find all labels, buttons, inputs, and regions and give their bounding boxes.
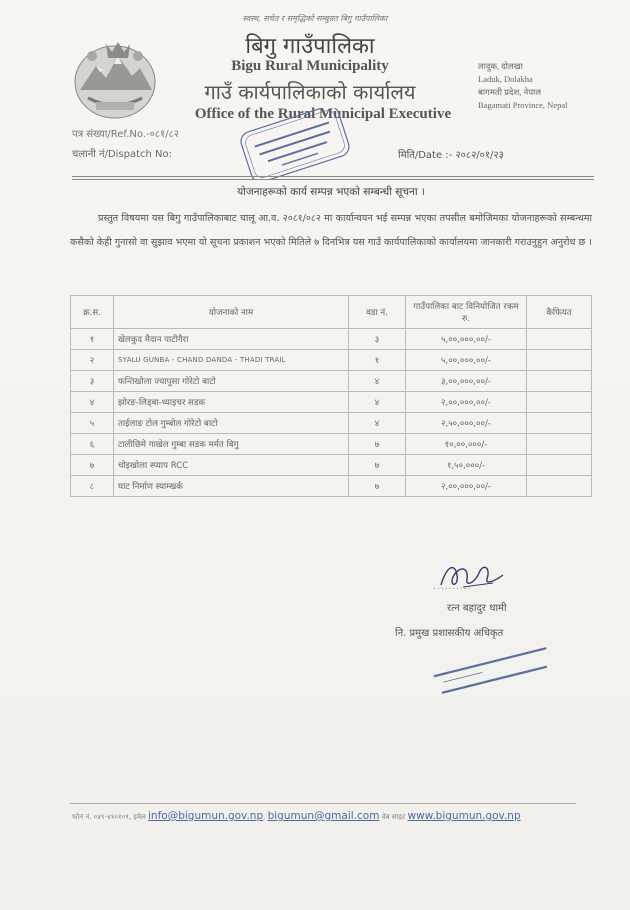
table-row <box>71 455 592 476</box>
letter-subject: योजनाहरूको कार्य सम्पन्न भएको सम्बन्धी सूचना । <box>237 186 425 198</box>
cell-project-name: ताईलाङ टोल गुम्बोल गोरेटो बाटो <box>114 413 349 434</box>
signature-line: .......... <box>433 582 472 592</box>
office-name-np: गाउँ कार्यपालिकाको कार्यालय <box>204 80 416 104</box>
footer-contact: फोन नं. ०४९-४१०१०९, इमेल info@bigumun.gov.np, bigumun@gmail.com वेब साइट www.bigumun.gov.np <box>72 810 521 822</box>
cell-ward: १ <box>349 350 406 371</box>
cell-sn: ३ <box>71 371 114 392</box>
cell-sn: ७ <box>71 455 114 476</box>
cell-amount: १०,००,०००/- <box>406 434 527 455</box>
cell-remarks <box>527 413 592 434</box>
cell-project-name: चोइखोला स्प्याप RCC <box>114 455 349 476</box>
cell-amount: २,५०,०००,००/- <box>406 413 527 434</box>
header-ward: वडा नं. <box>349 296 406 329</box>
table-header-row <box>71 296 592 329</box>
cell-amount: ५,००,०००,००/- <box>406 329 527 350</box>
name-seal-stamp <box>422 640 562 700</box>
cell-ward: ४ <box>349 371 406 392</box>
office-address <box>478 60 567 112</box>
cell-project-name: SYALU GUNBA - CHAND DANDA - THADI TRAIL <box>114 350 349 371</box>
header-sn: क्र.स. <box>71 296 114 329</box>
address-line: बागमती प्रदेश, नेपाल <box>478 87 541 97</box>
cell-project-name: घाट निर्माण स्याम्खर्क <box>114 476 349 497</box>
cell-project-name: खेलकुद मैदान पाटीगैरा <box>114 329 349 350</box>
date-value: २०८२/०१/२३ <box>455 150 504 161</box>
ref-label: पत्र संख्या/Ref.No.- <box>72 129 150 140</box>
cell-ward: ४ <box>349 413 406 434</box>
cell-remarks <box>527 350 592 371</box>
table-row <box>71 329 592 350</box>
cell-remarks <box>527 329 592 350</box>
cell-project-name: झोरङ-लिड्बा-ध्याइचर सडक <box>114 392 349 413</box>
cell-amount: २,००,०००,००/- <box>406 476 527 497</box>
cell-amount: ५,००,०००,००/- <box>406 350 527 371</box>
header-remarks: कैफियत <box>527 296 592 329</box>
nepal-emblem-logo <box>66 32 164 124</box>
letter-date <box>398 147 504 161</box>
office-name-en: Office of the Rural Municipal Executive <box>194 106 452 122</box>
cell-remarks <box>527 476 592 497</box>
table-row <box>71 392 592 413</box>
table-row <box>71 350 592 371</box>
cell-amount: ३,००,०००,००/- <box>406 371 527 392</box>
cell-amount: १,५०,०००/- <box>406 455 527 476</box>
dispatch-number: चलानी नं/Dispatch No: <box>72 149 173 160</box>
cell-sn: ८ <box>71 476 114 497</box>
table-row <box>71 476 592 497</box>
cell-sn: १ <box>71 329 114 350</box>
cell-sn: ४ <box>71 392 114 413</box>
cell-ward: ७ <box>349 455 406 476</box>
motto: स्वस्थ, सचेत र समृद्धिको सम्बुन्नत बिगु गाउँपालिका <box>242 14 388 23</box>
cell-remarks <box>527 371 592 392</box>
footer-website[interactable]: www.bigumun.gov.np <box>407 810 521 822</box>
cell-remarks <box>527 455 592 476</box>
footer-web-label: वेब साइट <box>381 813 406 821</box>
footer-email-info[interactable]: info@bigumun.gov.np <box>148 810 264 822</box>
reference-number <box>72 126 179 140</box>
table-row <box>71 434 592 455</box>
letter-body: प्रस्तुत विषयमा यस बिगु गाउँपालिकाबाट चालू आ.व. २०८१/०८२ मा कार्यान्वयन भई सम्पन्न भएका तपसील बमोजिमका योजनाहरूको सम्बन्धमा कसैको केही गुनासो वा सुझाव भएमा यो सूचना प्रकाशन भएको मितिले ७ दिनभित्र यस गाउँ कार्यपालिकाको कार्यालयमा जानकारी गराउनुहुन अनुरोध छ । <box>70 213 592 248</box>
signatory-name: रत्न बहादुर थामी <box>447 603 507 614</box>
cell-remarks <box>527 434 592 455</box>
cell-remarks <box>527 392 592 413</box>
address-line: Bagamati Province, Nepal <box>478 100 568 110</box>
header-project-name: योजनाको नाम <box>114 296 349 329</box>
municipality-name-np: बिगु गाउँपालिका <box>245 34 375 59</box>
table-row <box>71 413 592 434</box>
address-line: Laduk, Dolakha <box>478 74 533 84</box>
municipality-name-en: Bigu Rural Municipality <box>231 58 389 74</box>
cell-sn: २ <box>71 350 114 371</box>
footer-divider <box>70 803 576 804</box>
cell-sn: ६ <box>71 434 114 455</box>
ref-value: ०८१/८२ <box>149 129 179 140</box>
footer-phone: फोन नं. ०४९-४१०१०९, इमेल <box>72 813 146 821</box>
cell-ward: ७ <box>349 434 406 455</box>
date-label: मिति/Date :- <box>398 150 453 161</box>
cell-ward: ३ <box>349 329 406 350</box>
cell-amount: २,००,०००,००/- <box>406 392 527 413</box>
header-amount: गाउँपालिका बाट विनियोजित रकम रु. <box>406 296 527 329</box>
table-row <box>71 371 592 392</box>
signatory-title: नि. प्रमुख प्रशासकीय अधिकृत <box>395 628 504 639</box>
header-divider <box>72 179 594 180</box>
cell-sn: ५ <box>71 413 114 434</box>
office-stamp <box>236 108 354 180</box>
header-divider <box>72 176 594 177</box>
address-line: लादुक, दोलखा <box>478 61 523 71</box>
cell-project-name: फन्तिखोला ज्यापुसा गोरेटो बाटो <box>114 371 349 392</box>
cell-project-name: टालीछिमे गाखेल गुम्बा सडक मर्मत बिगु <box>114 434 349 455</box>
projects-table <box>70 295 592 497</box>
footer-email-gmail[interactable]: bigumun@gmail.com <box>267 810 380 822</box>
cell-ward: ७ <box>349 476 406 497</box>
cell-ward: ४ <box>349 392 406 413</box>
